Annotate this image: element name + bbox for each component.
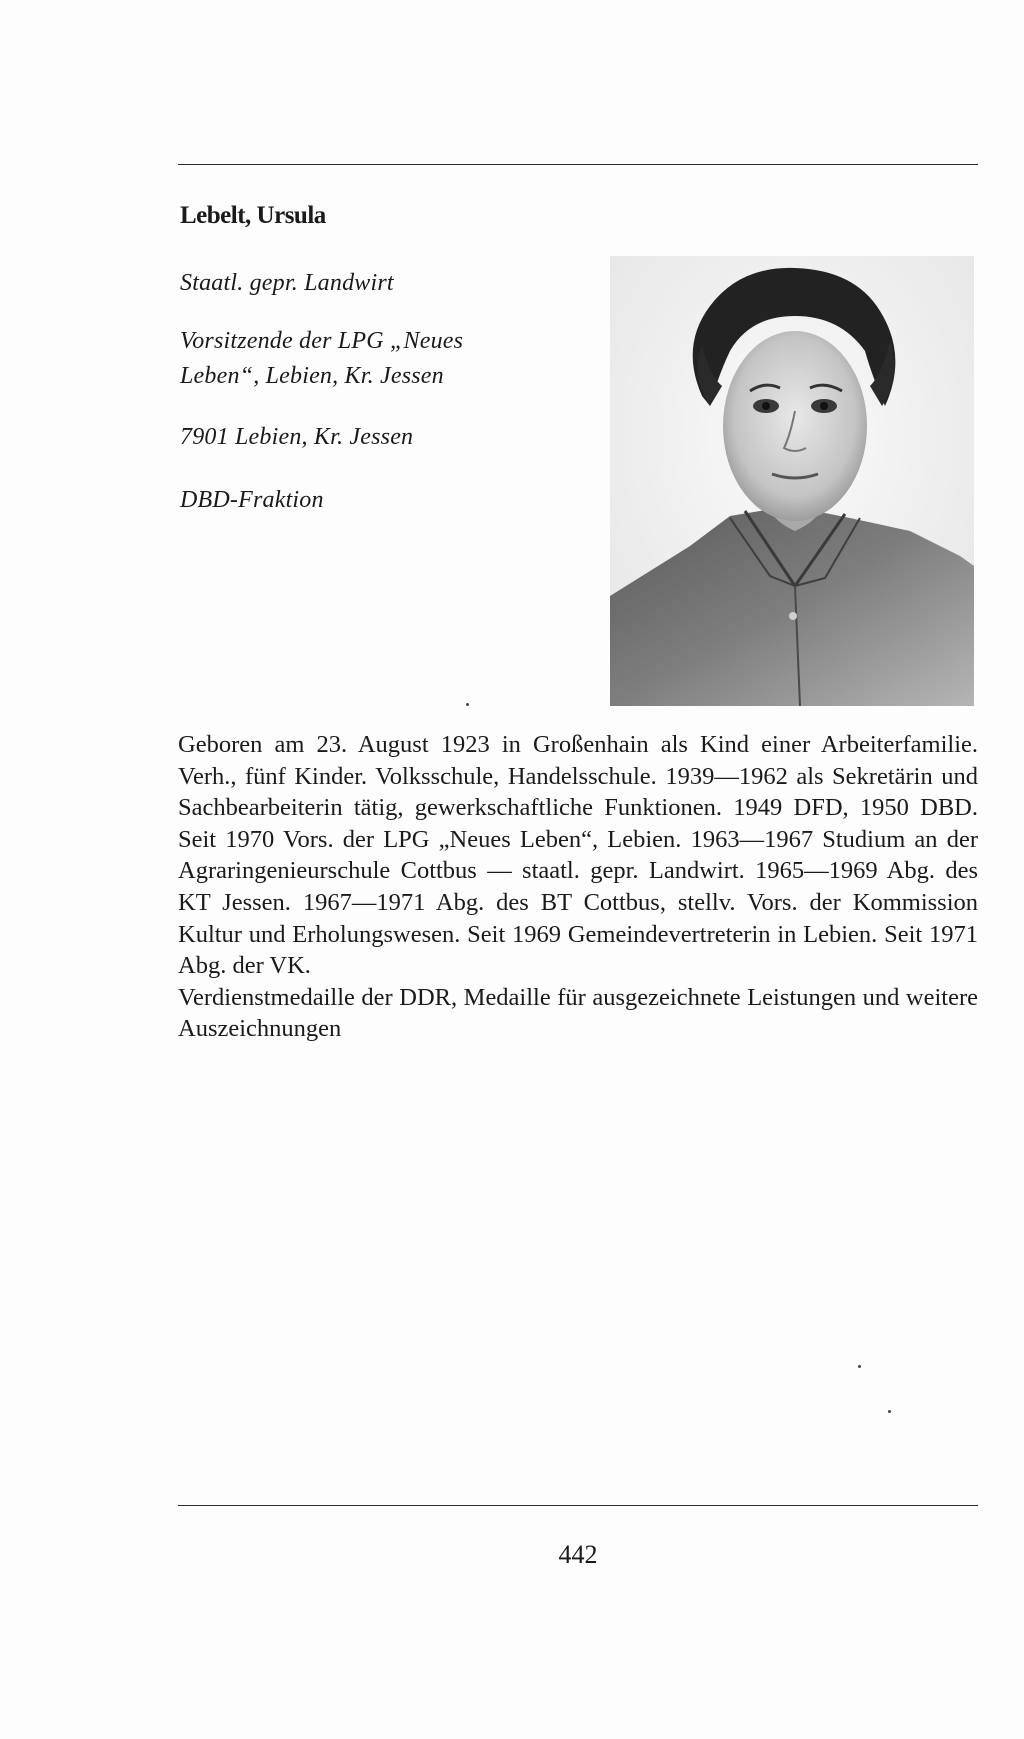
print-speck bbox=[888, 1410, 891, 1413]
page-number: 442 bbox=[558, 1540, 598, 1569]
position: Vorsitzende der LPG „Neues Leben“, Lebien, Kr. Jessen bbox=[180, 328, 464, 389]
faction: DBD-Fraktion bbox=[180, 487, 324, 513]
bottom-rule bbox=[178, 1505, 978, 1506]
top-rule bbox=[178, 164, 978, 165]
occupation: Staatl. gepr. Landwirt bbox=[180, 270, 394, 296]
print-speck bbox=[858, 1365, 861, 1368]
biography-block bbox=[178, 729, 978, 1045]
person-name: Lebelt, Ursula bbox=[180, 202, 326, 229]
address: 7901 Lebien, Kr. Jessen bbox=[180, 424, 414, 450]
awards-text: Verdienstmedaille der DDR, Medaille für ausgezeichnete Leistungen und weitere Auszeichnungen bbox=[178, 983, 978, 1043]
portrait-photo bbox=[610, 256, 974, 706]
biography-text: Geboren am 23. August 1923 in Großenhain als Kind einer Arbeiterfamilie. Verh., fünf Kinder. Volksschule, Handelsschule. 1939—1962 als Sekretärin und Sachbearbeiterin tätig, gewerkschaftliche Funktionen. 1949 DFD, 1950 DBD. Seit 1970 Vors. der LPG „Neues Leben“, Lebien. 1963—1967 Studium an der Agraringenieurschule Cottbus — staatl. gepr. Landwirt. 1965—1969 Abg. des KT Jessen. 1967—1971 Abg. des BT Cottbus, stellv. Vors. der Kommission Kultur und Erholungswesen. Seit 1969 Gemeindevertreterin in Lebien. Seit 1971 Abg. der VK. bbox=[178, 731, 978, 980]
print-speck bbox=[466, 703, 469, 706]
